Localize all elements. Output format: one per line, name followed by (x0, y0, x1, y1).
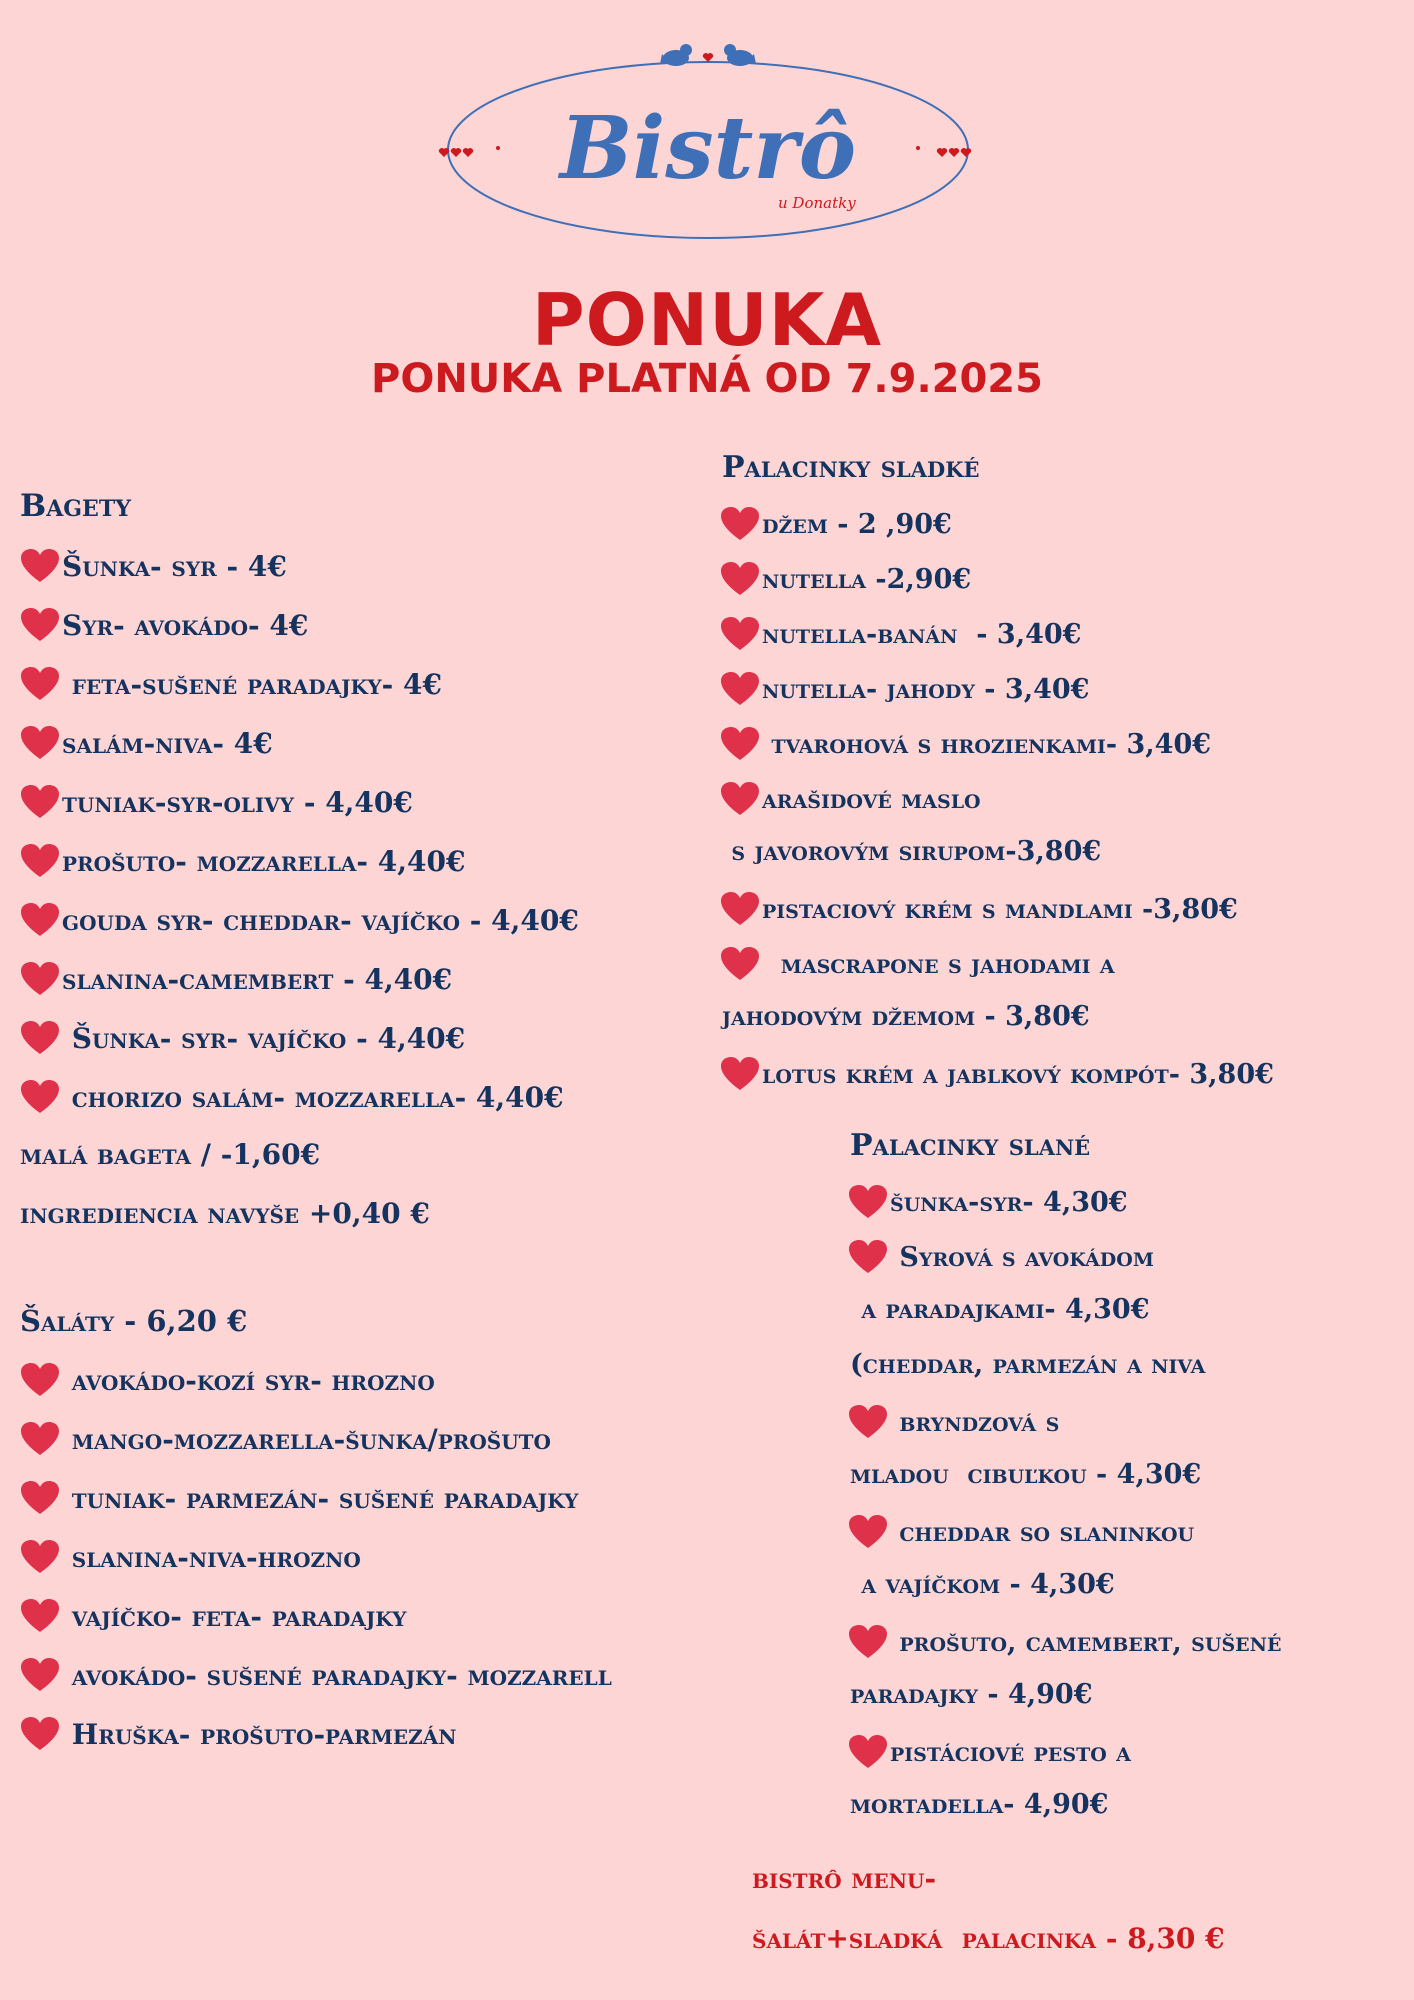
salaty-item: Hruška- prošuto-parmezán (20, 1716, 457, 1752)
sladke-item: nutella- jahody - 3,40€ (720, 671, 1089, 707)
brand-tagline: u Donatky (778, 194, 856, 212)
heart-icon (720, 726, 760, 762)
slane-heading: Palacinky slané (850, 1128, 1091, 1163)
heart-icon (848, 1734, 888, 1770)
heart-icon (20, 961, 60, 997)
slane-item-continued: mortadella- 4,90€ (850, 1789, 1109, 1820)
sladke-item: tvarohová s hrozienkami- 3,40€ (720, 726, 1211, 762)
bagety-item: feta-sušené paradajky- 4€ (20, 666, 442, 702)
bagety-item: prošuto- mozzarella- 4,40€ (20, 843, 465, 879)
sladke-item-continued: jahodovým džemom - 3,80€ (722, 1001, 1090, 1032)
heart-icon (20, 666, 60, 702)
heart-icon (848, 1514, 888, 1550)
sladke-item: nutella-banán - 3,40€ (720, 616, 1081, 652)
slane-item: šunka-syr- 4,30€ (848, 1184, 1128, 1220)
bagety-item: Šunka- syr - 4€ (20, 548, 287, 584)
bagety-item: salám-niva- 4€ (20, 725, 273, 761)
salaty-item: mango-mozzarella-šunka/prošuto (20, 1421, 551, 1457)
slane-item: pistáciové pesto a (848, 1734, 1131, 1770)
heart-icon (20, 1716, 60, 1752)
bagety-item: Syr- avokádo- 4€ (20, 607, 308, 643)
slane-item-continued: mladou cibuľkou - 4,30€ (850, 1459, 1202, 1490)
sladke-item: džem - 2 ,90€ (720, 506, 952, 542)
salaty-item: tuniak- parmezán- sušené paradajky (20, 1480, 578, 1516)
slane-item-continued: a paradajkami- 4,30€ (852, 1294, 1150, 1325)
page-title: PONUKA (531, 278, 883, 362)
heart-icon (720, 506, 760, 542)
sladke-item: mascrapone s jahodami a (720, 946, 1115, 982)
heart-icon (720, 616, 760, 652)
heart-icon (720, 1056, 760, 1092)
heart-icon (720, 891, 760, 927)
heart-icon (848, 1239, 888, 1275)
heart-icon (20, 902, 60, 938)
bagety-item: gouda syr- cheddar- vajíčko - 4,40€ (20, 902, 579, 938)
combo-detail: šalát+sladká palacinka - 8,30 € (752, 1922, 1225, 1955)
bagety-heading: Bagety (20, 488, 131, 524)
heart-icon (20, 784, 60, 820)
heart-icon (20, 1598, 60, 1634)
sladke-heading: Palacinky sladké (722, 450, 980, 485)
heart-icon (20, 1657, 60, 1693)
heart-icon (848, 1624, 888, 1660)
heart-icon (20, 1020, 60, 1056)
bagety-item: tuniak-syr-olivy - 4,40€ (20, 784, 413, 820)
small-heart-icon (703, 53, 713, 62)
bagety-small: malá bageta / -1,60€ (20, 1138, 321, 1171)
heart-icon (720, 946, 760, 982)
salaty-item: avokádo-kozí syr- hrozno (20, 1362, 435, 1398)
salaty-heading: Šaláty - 6,20 € (20, 1304, 248, 1338)
sladke-item-continued: s javorovým sirupom-3,80€ (722, 836, 1102, 867)
heart-icon (720, 561, 760, 597)
salaty-item: vajíčko- feta- paradajky (20, 1598, 406, 1634)
bistro-logo (438, 40, 978, 250)
sladke-item: arašidové maslo (720, 781, 981, 817)
heart-icon (20, 1539, 60, 1575)
heart-icon (20, 1079, 60, 1115)
heart-icon (720, 671, 760, 707)
bagety-extra: ingrediencia navyše +0,40 € (20, 1197, 430, 1230)
bagety-item: Šunka- syr- vajíčko - 4,40€ (20, 1020, 465, 1056)
sladke-item: lotus krém a jablkový kompót- 3,80€ (720, 1056, 1274, 1092)
heart-icon (20, 548, 60, 584)
combo-title: bistrô menu- (752, 1862, 937, 1895)
heart-icon (848, 1184, 888, 1220)
heart-icon (848, 1404, 888, 1440)
heart-icon (20, 1421, 60, 1457)
slane-item-continued: (cheddar, parmezán a niva (850, 1349, 1206, 1380)
heart-icon (20, 1362, 60, 1398)
page-subtitle: PONUKA PLATNÁ OD 7.9.2025 (371, 356, 1043, 402)
sladke-item: nutella -2,90€ (720, 561, 971, 597)
salaty-item: avokádo- sušené paradajky- mozzarell (20, 1657, 612, 1693)
heart-icon (20, 843, 60, 879)
slane-item-continued: a vajíčkom - 4,30€ (852, 1569, 1115, 1600)
slane-item: cheddar so slaninkou (848, 1514, 1194, 1550)
brand-name: Bistrô (559, 98, 857, 199)
bagety-item: chorizo salám- mozzarella- 4,40€ (20, 1079, 564, 1115)
heart-icon (720, 781, 760, 817)
heart-icon (20, 1480, 60, 1516)
heart-icon (20, 607, 60, 643)
slane-item: Syrová s avokádom (848, 1239, 1154, 1275)
sladke-item: pistaciový krém s mandlami -3,80€ (720, 891, 1238, 927)
slane-item-continued: paradajky - 4,90€ (850, 1679, 1093, 1710)
slane-item: bryndzová s (848, 1404, 1059, 1440)
bagety-item: slanina-camembert - 4,40€ (20, 961, 452, 997)
heart-icon (20, 725, 60, 761)
slane-item: prošuto, camembert, sušené (848, 1624, 1282, 1660)
salaty-item: slanina-niva-hrozno (20, 1539, 361, 1575)
